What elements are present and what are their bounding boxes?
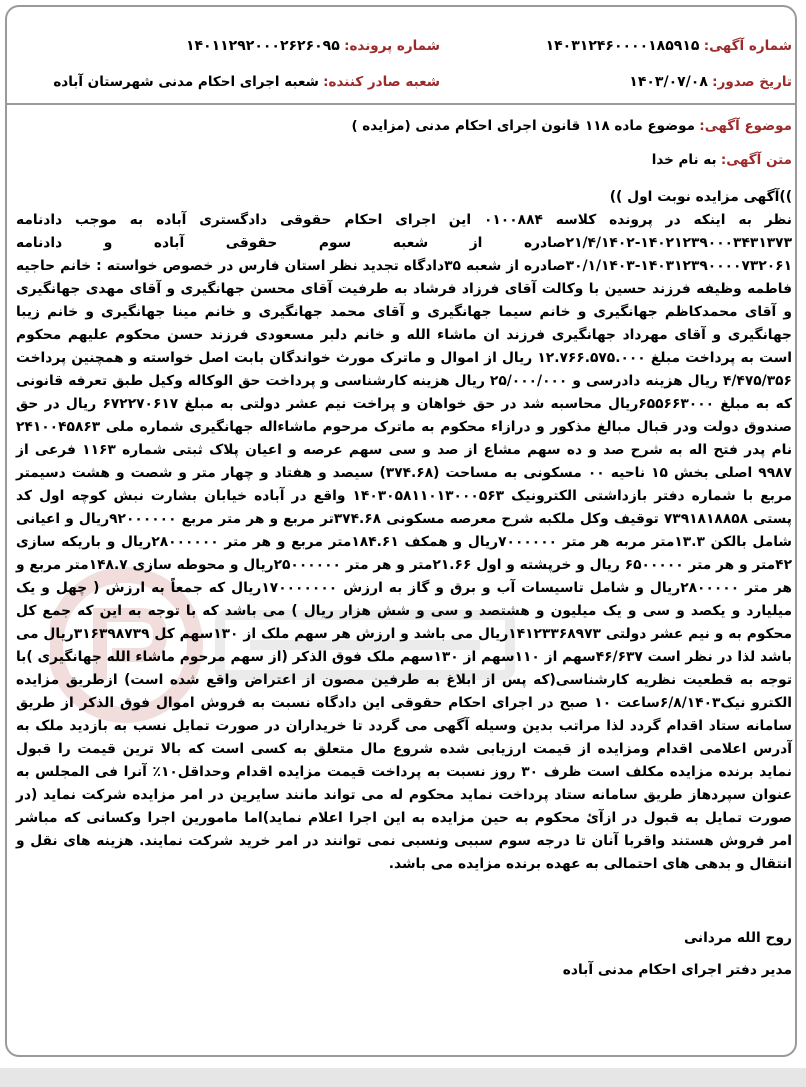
text-label: متن آگهی: [720, 152, 792, 168]
case-number: ۱۴۰۱۱۲۹۲۰۰۰۲۶۲۶۰۹۵ [185, 38, 340, 54]
issuer: شعبه اجرای احکام مدنی شهرستان آباده [53, 74, 319, 90]
opening-phrase: به نام خدا [651, 152, 717, 168]
case-number-row [186, 38, 440, 54]
issue-date-label: تاریخ صدور: [712, 74, 792, 90]
subject-row [351, 118, 792, 134]
notice-heading: ))آگهی مزایده نوبت اول )) [609, 189, 792, 205]
notice-number-row [546, 38, 792, 54]
issuer-row [53, 74, 440, 90]
header-divider [6, 103, 796, 105]
subject-label: موضوع آگهی: [699, 118, 792, 134]
case-number-label: شماره پرونده: [344, 38, 440, 54]
notice-paragraph: نظر به اینکه در پرونده کلاسه ۰۱۰۰۸۸۴ این اجرای احکام حقوقی دادگستری آباده به موجب دادنامه ۱۴۰۲۱۲۳۹۰۰۰۳۴۳۱۳۷۳-۲۱/۴/۱۴۰۲صادره از شعبه سوم حقوقی آباده و دادنامه ۱۴۰۳۱۲۳۹۰۰۰۰۷۳۲۰۶۱-۳۰/۱/۱۴۰۳صادره از شعبه ۳۵دادگاه تجدید نظر استان فارس در خصوص خواسته : خانم حاجیه فاطمه وظیفه فرزند حسین با وکالت آقای فرزاد فرشاد به طرفیت آقای محسن جهانگیری و آقای مهدی جهانگیری و آقای محمدکاظم جهانگیری و خانم سیما جهانگیری و آقای محمد جهانگیری و خانم مینا جهانگیری و خانم زیبا جهانگیری و آقای مهرداد جهانگیری فرزند ان ماشاء الله و خانم دلبر مسعودی فرزند حسن محکوم علیهم محکوم است به پرداخت مبلغ ۱۲.۷۶۶.۵۷۵.۰۰۰ ریال از اموال و ماترک مورث خواندگان بابت اصل خواسته و همچنین پرداخت ۴/۴۷۵/۳۵۶ ریال هزینه دادرسی و ۲۵/۰۰۰/۰۰۰ ریال هزینه کارشناسی و پرداخت حق الوکاله وکیل طبق تعرفه قانونی که به مبلغ ۶۵۵۶۶۳۰۰۰ریال محاسبه شد در حق خواهان و پراخت نیم عشر دولتی به مبلغ ۶۷۲۲۷۰۶۱۷ ریال در حق صندوق دولت ودر قبال مبالغ مذکور و درازاء محکوم به ماترک مرحوم ماشاءاله جهانگیری شماره ملی ۲۴۱۰۰۴۵۸۶۳ نام پدر فتح اله به شرح صد و ده سهم مشاع از صد و سی سهم عرصه و اعیان پلاک ثبتی شماره ۱۱۶۳ فرعی از ۹۹۸۷ اصلی بخش ۱۵ ناحیه ۰۰ مسکونی به مساحت (۳۷۴.۶۸) سیصد و هفتاد و چهار متر و شصت و هشت دسیمتر مربع با شماره دفتر بازداشتی الکترونیک ۱۴۰۳۰۵۸۱۱۰۱۳۰۰۰۵۶۳ واقع در آباده خیابان بشارت نبش کوچه اول کد پستی ۷۳۹۱۸۱۸۸۵۸ توقیف وکل ملکبه شرح معرصه مسکونی ۳۷۴.۶۸تر مربع و هر متر مربع ۹۲۰۰۰۰۰۰ریال و اعیانی شامل بالکن ۱۳.۳متر مربه هر متر ۷۰۰۰۰۰۰ریال و همکف ۱۸۴.۶۱متر مربع و هر متر ۲۸۰۰۰۰۰۰ریال و باریکه سازی ۴۲متر و هر متر ۶۵۰۰۰۰۰ ریال و خرپشته و اول ۲۱.۶۶متر و هر متر ۲۵۰۰۰۰۰۰ریال و محوطه سازی ۱۴۸.۷متر مربع و هر متر ۲۸۰۰۰۰۰ریال و شامل تاسیسات آب و برق و گاز به ارزش ۱۷۰۰۰۰۰۰۰ریال که جمعاً به ارزش ( چهل و یک میلیارد و یکصد و سی و یک میلیون و هشتصد و سی و شش هزار ریال ) می باشد که با توجه به این که جمع کل محکوم به و نیم عشر دولتی ۱۴۱۲۳۳۶۸۹۷۳ریال می باشد و ارزش هر سهم ملک از ۱۳۰سهم کل ۳۱۶۳۹۸۷۳۹ریال می باشد لذا در نظر است ۴۶/۶۳۷سهم از ۱۱۰سهم از ۱۳۰سهم ملک فوق الذکر (از سهم مرحوم ماشاء الله جهانگیری )با توجه به قطعیت نظریه کارشناسی(که پس از ابلاغ به طرفین مصون از اعتراض واقع شده است) ازطریق مزایده الکترو نیک۶/۸/۱۴۰۳ساعت ۱۰ صبح در اجرای احکام حقوقی این دادگاه نسبت به فروش اموال فوق الذکر از طریق سامانه ستاد اقدام گردد لذا مراتب بدین وسیله آگهی می گردد تا خریداران در صورت تمایل نسب به بازدید ملک به آدرس اعلامی اقدام ومزایده از قیمت ارزیابی شده شروع مال متعلق به کسی است که بالا ترین قیمت را قبول نماید برنده مزایده مکلف است ظرف ۳۰ روز نسبت به پرداخت قیمت مزایده اقدام وحداقل۱۰٪ آنرا فی المجلس به عنوان سپردهاز طریق سامانه ستاد پرداخت نماید محکوم له می تواند مانند سایرین در امر مزایده شرکت نماید (در صورت تمایل به قبول در ازآئ محکوم به حین مزایده به این اجرا اعلام نماید)اما مامورین اجرا وکسانی که مباشر امر فروش هستند واقربا آنان تا درجه سوم سببی ونسبی نمی توانند در امر خرید شرکت نمایند. هزینه های نقل و انتقال و بدهی های احتمالی به عهده برنده مزایده می باشد. [16, 212, 793, 872]
issuer-label: شعبه صادر کننده: [323, 74, 440, 90]
text-label-row [652, 152, 792, 168]
notice-number-label: شماره آگهی: [703, 38, 792, 54]
bottom-strip [0, 1068, 806, 1087]
issue-date-row [629, 74, 792, 90]
subject-value: موضوع ماده ۱۱۸ قانون اجرای احکام مدنی (مزایده ) [351, 118, 695, 134]
notice-body [16, 186, 792, 876]
signatory-title: مدیر دفتر اجرای احکام مدنی آباده [562, 962, 792, 978]
notice-number: ۱۴۰۳۱۲۴۶۰۰۰۰۱۸۵۹۱۵ [545, 38, 700, 54]
signatory-name: روح الله مردانی [683, 930, 792, 946]
issue-date: ۱۴۰۳/۰۷/۰۸ [629, 74, 708, 90]
